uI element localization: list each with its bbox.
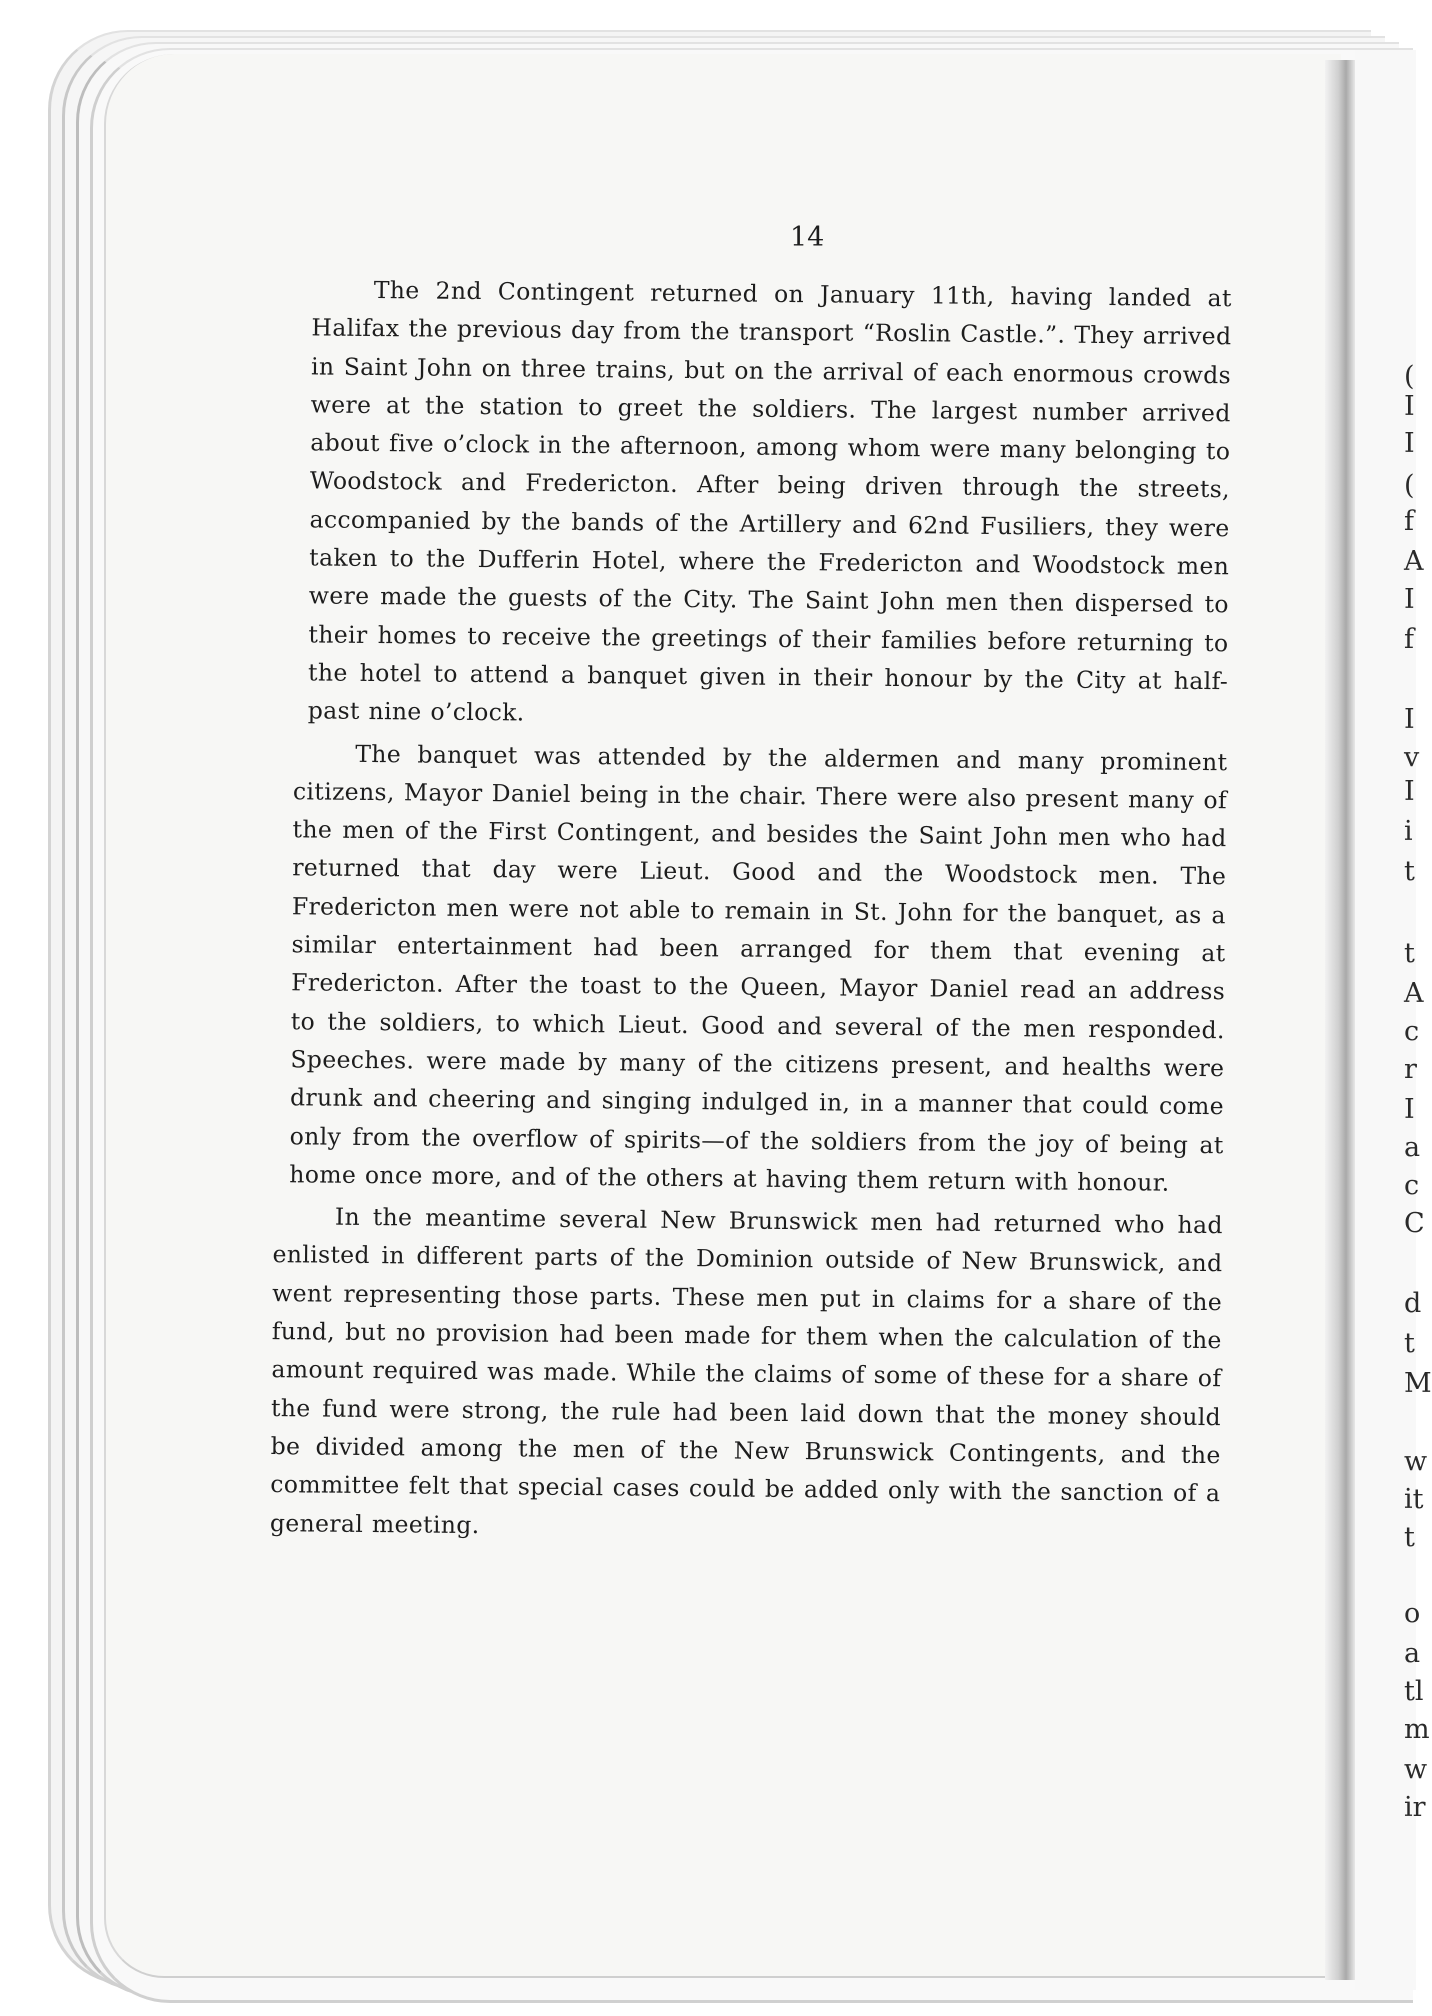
facing-page-glyph: t	[1404, 1328, 1415, 1359]
page-number: 14	[790, 222, 825, 253]
facing-page-glyph: t	[1404, 938, 1415, 969]
facing-page-glyph: a	[1404, 1638, 1421, 1669]
facing-page-glyph: I	[1404, 1094, 1415, 1125]
facing-page-glyph: o	[1404, 1598, 1421, 1629]
page-body	[258, 270, 1232, 1551]
facing-page-glyph: A	[1404, 978, 1424, 1009]
facing-page-glyph: I	[1404, 584, 1415, 615]
facing-page-glyph: A	[1404, 546, 1424, 577]
facing-page-glyph: c	[1404, 1170, 1420, 1201]
facing-page-glyph: r	[1404, 1054, 1417, 1085]
facing-page-glyph: C	[1404, 1208, 1425, 1239]
facing-page-glyph: m	[1404, 1714, 1430, 1745]
facing-page-glyph: I	[1404, 428, 1415, 459]
facing-page-glyph: M	[1404, 1368, 1432, 1399]
facing-page-glyph: t	[1404, 856, 1415, 887]
paragraph-2: The banquet was attended by the aldermen and many prominent citizens, Mayor Daniel being in the chair. There were also present many of the men of the First Contingent, and besides the Saint John men who had returned that day were Lieut. Good and the Woodstock men. The Fredericton men were not able to remain in St. John for the banquet, as a similar entertainment had been arranged for them that evening at Fredericton. After the toast to the Queen, Mayor Daniel read an address to the soldiers, to which Lieut. Good and several of the men responded. Speeches. were made by many of the citizens present, and healths were drunk and cheering and singing indulged in, in a manner that could come only from the overflow of spirits—of the soldiers from the joy of being at home once more, and of the others at having them return with honour.	[289, 739, 1228, 1197]
facing-page-glyph: I	[1404, 776, 1415, 807]
facing-page-glyph: f	[1404, 506, 1414, 537]
facing-page-glyph: a	[1404, 1132, 1421, 1163]
facing-page-glyph: v	[1404, 742, 1420, 773]
facing-page-glyph: ir	[1404, 1792, 1426, 1823]
facing-page-glyph: d	[1404, 1288, 1422, 1319]
facing-page-glyph: f	[1404, 624, 1414, 655]
book-gutter	[1325, 60, 1355, 1980]
facing-page-glyph: t	[1404, 1522, 1415, 1553]
facing-page-glyph: w	[1404, 1446, 1428, 1477]
facing-page-glyph: (	[1404, 470, 1415, 501]
facing-page-glyph: c	[1404, 1016, 1420, 1047]
facing-page-glyph: (	[1404, 361, 1415, 392]
facing-page-glyph: I	[1404, 704, 1415, 735]
facing-page-glyph: I	[1404, 391, 1415, 422]
facing-page-glyph: w	[1404, 1754, 1428, 1785]
facing-page-glyph: it	[1404, 1484, 1424, 1515]
paragraph-1: The 2nd Contingent returned on January 11th, having landed at Halifax the previous day from the transport “Roslin Castle.”. They arrived in Saint John on three trains, but on the arrival of each enormous crowds were at the station to greet the soldiers. The largest number arrived about five o’clock in the afternoon, among whom were many belonging to Woodstock and Fredericton. After being driven through the streets, accompanied by the bands of the Artillery and 62nd Fusiliers, they were taken to the Dufferin Hotel, where the Fredericton and Woodstock men were made the guests of the City. The Saint John men then dispersed to their homes to receive the greetings of their families before returning to the hotel to attend a banquet given in their honour by the City at half-past nine o’clock.	[307, 275, 1232, 727]
facing-page-glyph: i	[1404, 816, 1413, 847]
paragraph-3: In the meantime several New Brunswick men had returned who had enlisted in different parts of the Dominion outside of New Brunswick, and went representing those parts. These men put in claims for a share of the fund, but no provision had been made for them when the calculation of the amount required was made. While the claims of some of these for a share of the fund were strong, the rule had been laid down that the money should be divided among the men of the New Brunswick Contingents, and the committee felt that special cases could be added only with the sanction of a general meeting.	[269, 1202, 1224, 1539]
facing-page-glyph: tl	[1404, 1676, 1424, 1707]
